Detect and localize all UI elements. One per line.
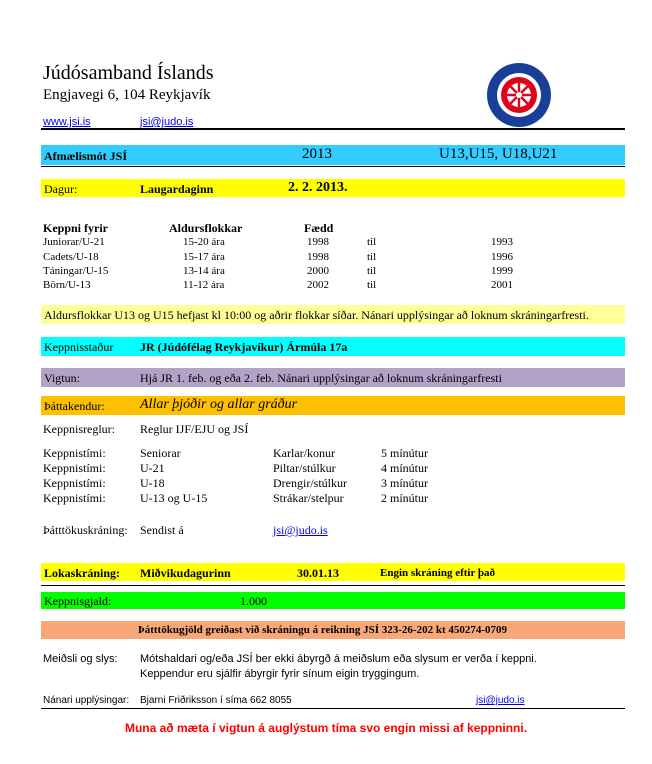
times-duration: 3 mínútur [381,476,428,490]
contact-email-link[interactable]: jsi@judo.is [476,695,525,706]
age-row-from: 1998 [307,251,329,263]
deadline-rule [41,585,625,586]
fee-label: Keppnisgjald: [44,594,112,608]
times-label: Keppnistími: [43,491,106,505]
fee-row [41,592,625,609]
footer-reminder: Muna að mæta í vigtun á auglýstum tíma svo engin missi af keppninni. [124,721,528,735]
contact-label: Nánari upplýsingar: [43,695,130,706]
participants-row [41,396,625,415]
email-link[interactable]: jsi@judo.is [140,116,194,128]
age-row-to: 1996 [491,251,513,263]
table-row [43,236,603,250]
deadline-weekday: Miðvikudagurinn [140,566,231,580]
table-row [43,279,603,293]
rules-label: Keppnisreglur: [43,422,115,436]
day-date: 2. 2. 2013. [288,180,348,195]
table-row [43,265,603,279]
age-row-group: Táningar/U-15 [43,265,109,277]
website-link[interactable]: www.jsi.is [43,116,91,128]
deadline-date: 30.01.13 [297,566,339,580]
times-class: Seniorar [140,446,181,460]
age-row-to: 1999 [491,265,513,277]
times-class: U-18 [140,476,165,490]
notice-text: Aldursflokkar U13 og U15 hefjast kl 10:00 og aðrir flokkar síðar. Nánari upplýsingar að loknum skráningarfresti. [44,308,589,322]
age-row-from: 2000 [307,265,329,277]
deadline-note: Engin skráning eftir það [380,567,496,579]
day-label: Dagur: [44,182,78,196]
age-row-til: til [367,251,377,263]
table-row [43,491,603,505]
injury-label: Meiðsli og slys: [43,653,118,665]
contact-value: Bjarni Friðriksson í síma 662 8055 [140,695,292,706]
registration-label: Þátttökuskráning: [43,523,128,537]
header-rule [41,128,625,130]
payment-row [41,621,625,639]
weighin-row [41,368,625,387]
times-label: Keppnistími: [43,461,106,475]
age-table-header-2: Aldursflokkar [169,221,243,235]
age-row-from: 1998 [307,236,329,248]
age-row-group: Cadets/U-18 [43,251,99,263]
times-label: Keppnistími: [43,446,106,460]
participants-value: Allar þjóðir og allar gráður [140,397,298,412]
contact-rule [41,708,625,709]
times-gender: Drengir/stúlkur [273,476,347,490]
jsi-logo [486,62,552,128]
injury-line-1: Mótshaldari og/eða JSÍ ber ekki ábyrgð á meiðslum eða slysum er verða í keppni. [140,653,537,665]
age-row-group: Juniorar/U-21 [43,236,105,248]
times-class: U-13 og U-15 [140,491,208,505]
age-row-range: 15-17 ára [183,251,225,263]
times-gender: Strákar/stelpur [273,491,344,505]
times-class: U-21 [140,461,165,475]
age-row-group: Börn/U-13 [43,279,91,291]
day-weekday: Laugardaginn [140,182,214,196]
weighin-label: Vigtun: [44,371,80,385]
age-row-to: 2001 [491,279,513,291]
age-row-til: til [367,236,377,248]
deadline-row [41,563,625,581]
age-row-til: til [367,265,377,277]
venue-row [41,337,625,356]
venue-value: JR (Júdófélag Reykjavíkur) Ármúla 17a [140,340,348,354]
participants-label: Þáttakendur: [44,399,105,413]
banner-rule [41,166,625,167]
registration-email-link[interactable]: jsi@judo.is [273,523,328,537]
table-row [43,476,603,490]
day-row [41,179,625,197]
notice-row [41,305,625,324]
event-year: 2013 [302,146,332,162]
times-duration: 5 mínútur [381,446,428,460]
times-duration: 2 mínútur [381,491,428,505]
event-classes: U13,U15, U18,U21 [439,146,558,162]
org-address: Engjavegi 6, 104 Reykjavík [43,87,211,103]
weighin-value: Hjá JR 1. feb. og eða 2. feb. Nánari upplýsingar að loknum skráningarfresti [140,371,502,385]
age-row-til: til [367,279,377,291]
org-name: Júdósamband Íslands [43,62,214,84]
times-gender: Karlar/konur [273,446,335,460]
table-row [43,251,603,265]
table-row [43,446,603,460]
deadline-label: Lokaskráning: [44,566,121,580]
age-row-to: 1993 [491,236,513,248]
times-gender: Piltar/stúlkur [273,461,336,475]
age-table-header-3: Fædd [304,221,334,235]
event-name: Afmælismót JSÍ [44,149,127,163]
payment-note: Þátttökugjöld greiðast við skráningu á reikning JSÍ 323-26-202 kt 450274-0709 [138,624,508,636]
venue-label: Keppnisstaður [44,340,114,354]
registration-value: Sendist á [140,523,184,537]
times-duration: 4 mínútur [381,461,428,475]
times-label: Keppnistími: [43,476,106,490]
fee-value: 1.000 [240,594,267,608]
age-row-range: 13-14 ára [183,265,225,277]
age-row-range: 11-12 ára [183,279,225,291]
event-banner [41,145,625,165]
table-row [43,461,603,475]
age-row-range: 15-20 ára [183,236,225,248]
age-table-header-1: Keppni fyrir [43,221,108,235]
age-row-from: 2002 [307,279,329,291]
rules-value: Reglur IJF/EJU og JSÍ [140,422,249,436]
injury-line-2: Keppendur eru sjálfir ábyrgir fyrir sínum eigin tryggingum. [140,668,420,680]
